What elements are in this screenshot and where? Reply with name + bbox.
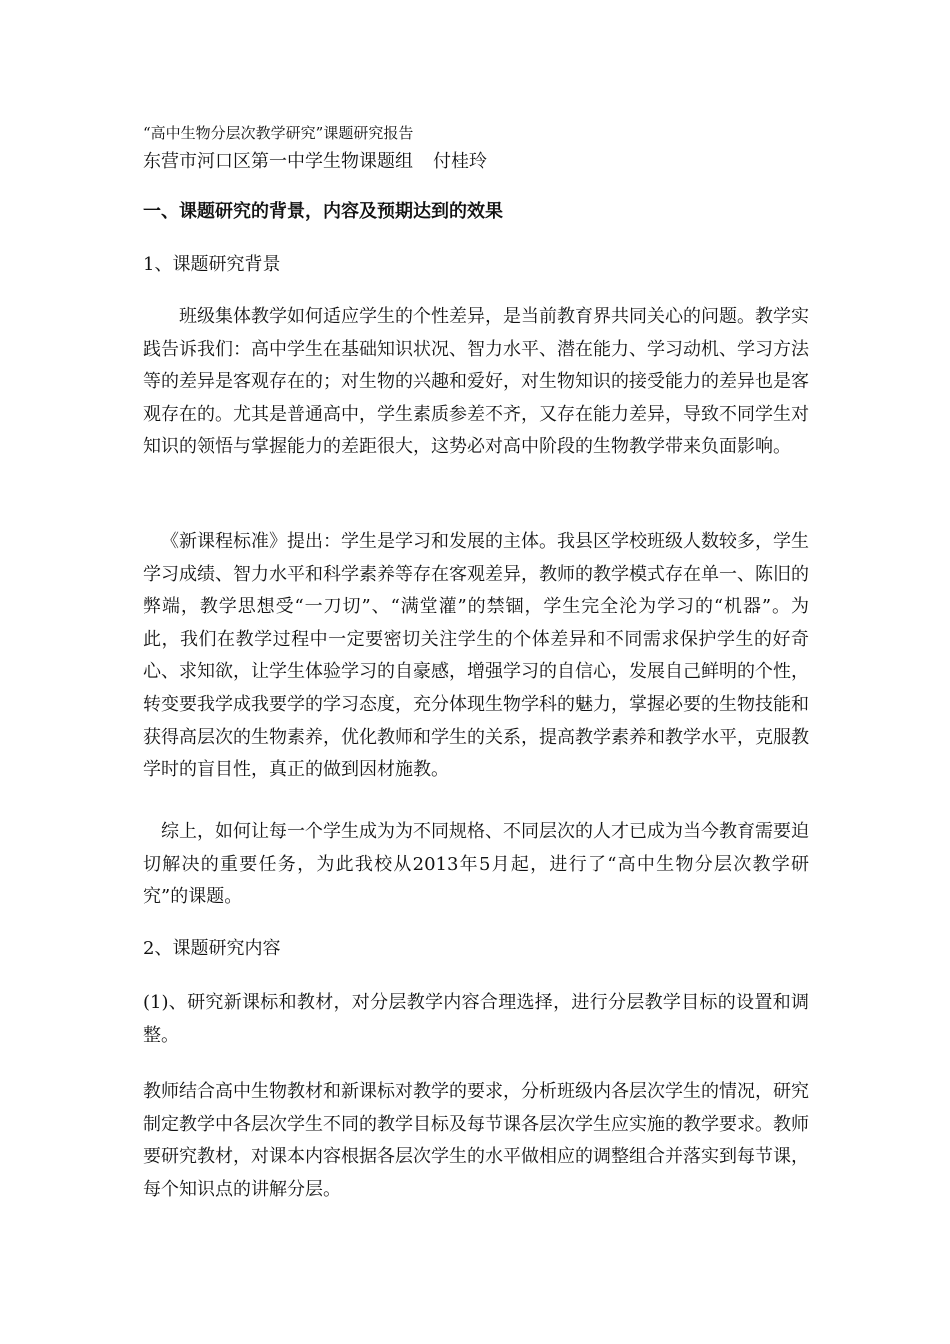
subsection-heading-background: 1、课题研究背景 bbox=[143, 254, 281, 275]
subsection-heading-content: 2、课题研究内容 bbox=[143, 938, 281, 959]
author-line bbox=[143, 150, 809, 174]
author-name: 付桂玲 bbox=[433, 151, 487, 172]
paragraph-summary: 综上，如何让每一个学生成为为不同规格、不同层次的人才已成为当今教育需要迫切解决的重要任务，为此我校从2013年5月起，进行了“高中生物分层次教学研究”的课题。 bbox=[143, 821, 809, 908]
paragraph-content-detail: 教师结合高中生物教材和新课标对教学的要求，分析班级内各层次学生的情况，研究制定教学中各层次学生不同的教学目标及每节课各层次学生应实施的教学要求。教师要研究教材，对课本内容根据各层次学生的水平做相应的调整组合并落实到每节课，每个知识点的讲解分层。 bbox=[143, 1081, 809, 1200]
paragraph-content-item-1: (1)、研究新课标和教材，对分层教学内容合理选择，进行分层教学目标的设置和调整。 bbox=[143, 992, 809, 1046]
report-title: “高中生物分层次教学研究”课题研究报告 bbox=[143, 124, 414, 142]
author-organization: 东营市河口区第一中学生物课题组 bbox=[143, 151, 413, 172]
paragraph-background: 班级集体教学如何适应学生的个性差异，是当前教育界共同关心的问题。教学实践告诉我们：高中学生在基础知识状况、智力水平、潜在能力、学习动机、学习方法等的差异是客观存在的；对生物的兴趣和爱好，对生物知识的接受能力的差异也是客观存在的。尤其是普通高中，学生素质参差不齐，又存在能力差异，导致不同学生对知识的领悟与掌握能力的差距很大，这势必对高中阶段的生物教学带来负面影响。 bbox=[143, 306, 809, 458]
section-heading-1: 一、课题研究的背景，内容及预期达到的效果 bbox=[143, 201, 503, 222]
paragraph-curriculum-standard: 《新课程标准》提出：学生是学习和发展的主体。我县区学校班级人数较多，学生学习成绩、智力水平和科学素养等存在客观差异，教师的教学模式存在单一、陈旧的弊端，教学思想受“一刀切”、“满堂灌”的禁锢，学生完全沦为学习的“机器”。为此，我们在教学过程中一定要密切关注学生的个体差异和不同需求保护学生的好奇心、求知欲，让学生体验学习的自豪感，增强学习的自信心，发展自己鲜明的个性，转变要我学成我要学的学习态度，充分体现生物学科的魅力，掌握必要的生物技能和获得高层次的生物素养，优化教师和学生的关系，提高教学素养和教学水平，克服教学时的盲目性，真正的做到因材施教。 bbox=[143, 531, 809, 781]
